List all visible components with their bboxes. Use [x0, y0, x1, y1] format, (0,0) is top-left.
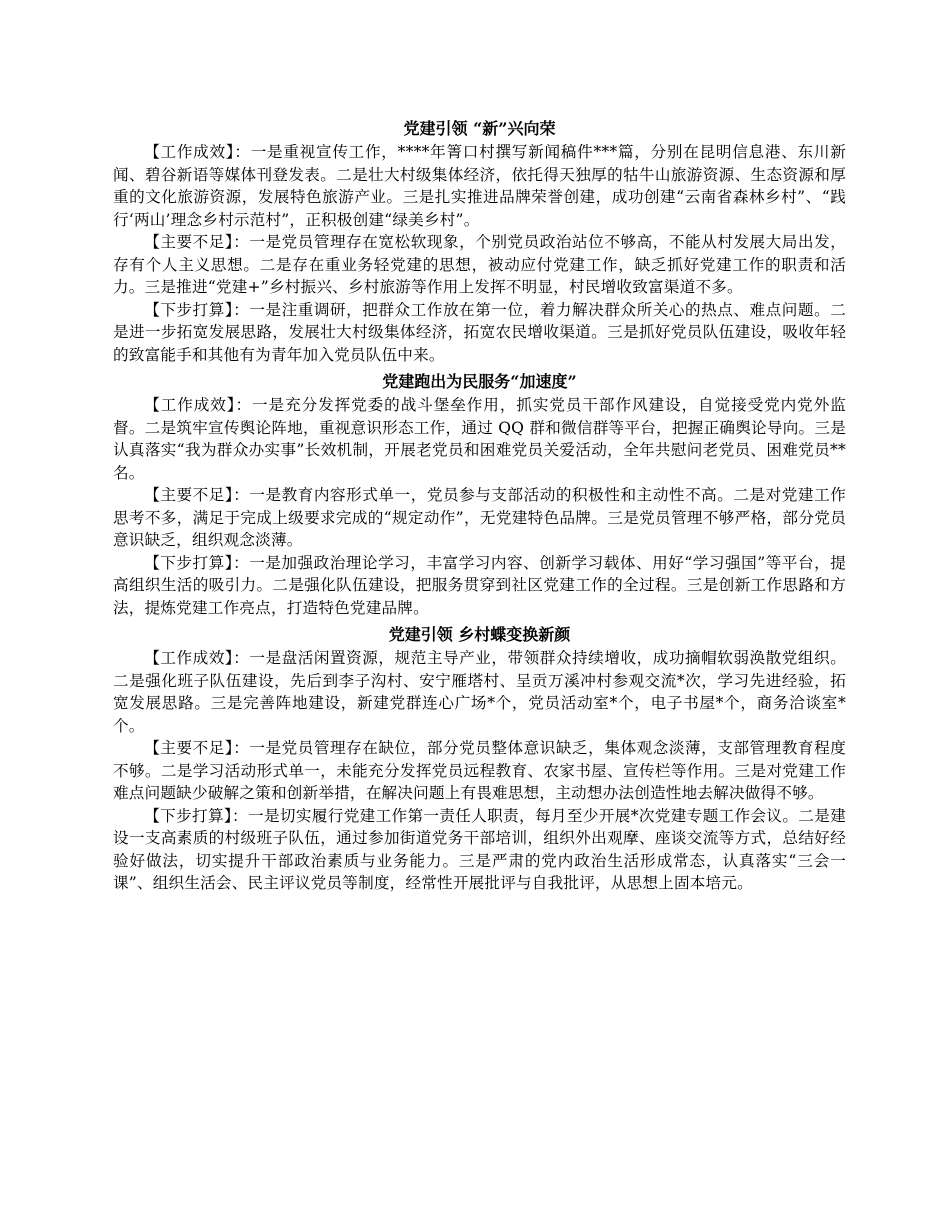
section-title: 党建引领 “新”兴向荣 [403, 119, 556, 138]
paragraph-text: 一是注重调研，把群众工作放在第一位，着力解决群众所关心的热点、难点问题。二是进一步拓宽发展思路，发展壮大村级集体经济，拓宽农民增收渠道。三是抓好党员队伍建设，吸收年轻的致富能手和其他有为青年加入党员队伍中来。 [113, 300, 846, 364]
paragraph-text: 一是党员管理存在宽松软现象，个别党员政治站位不够高，不能从村发展大局出发，存有个人主义思想。二是存在重业务轻党建的思想，被动应付党建工作，缺乏抓好党建工作的职责和活力。三是推进“党建+”乡村振兴、乡村旅游等作用上发挥不明显，村民增收致富渠道不多。 [113, 233, 846, 296]
paragraph-label: 【工作成效】： [144, 396, 253, 414]
paragraph-label: 【主要不足】： [144, 233, 250, 251]
paragraph-next-plans [113, 805, 846, 895]
section-3 [113, 623, 846, 895]
paragraph-text: 一是重视宣传工作，****年箐口村撰写新闻稿件***篇，分别在昆明信息港、东川新闻、碧谷新语等媒体刊登发表。二是壮大村级集体经济，依托得天独厚的牯牛山旅游资源、生态资源和厚重的文化旅游资源，发展特色旅游产业。三是扎实推进品牌荣誉创建，成功创建“云南省森林乡村”、“践行‘两山’理念乡村示范村”，正积极创建“绿美乡村”。 [113, 143, 846, 229]
document-page [113, 113, 846, 895]
section-1 [113, 117, 846, 366]
paragraph-work-results [113, 394, 846, 484]
paragraph-label: 【下步打算】： [144, 553, 250, 572]
paragraph-label: 【工作成效】： [144, 649, 250, 667]
paragraph-label: 【主要不足】： [144, 486, 250, 504]
paragraph-next-plans [113, 552, 846, 620]
paragraph-text: 一是加强政治理论学习，丰富学习内容、创新学习载体、用好“学习强国”等平台，提高组织生活的吸引力。二是强化队伍建设，把服务贯穿到社区党建工作的全过程。三是创新工作思路和方法，提炼党建工作亮点，打造特色党建品牌。 [113, 553, 847, 617]
paragraph-shortcomings [113, 231, 846, 299]
section-2 [113, 370, 846, 619]
paragraph-label: 【工作成效】： [144, 143, 251, 161]
paragraph-work-results [113, 647, 846, 737]
paragraph-work-results [113, 141, 846, 231]
paragraph-text: 一是党员管理存在缺位，部分党员整体意识缺乏，集体观念淡薄，支部管理教育程度不够。二是学习活动形式单一，未能充分发挥党员远程教育、农家书屋、宣传栏等作用。三是对党建工作难点问题缺少破解之策和创新举措，在解决问题上有畏难思想，主动想办法创造性地去解决做得不够。 [113, 739, 846, 802]
paragraph-text: 一是充分发挥党委的战斗堡垒作用，抓实党员干部作风建设，自觉接受党内党外监督。二是筑牢宣传舆论阵地，重视意识形态工作，通过 QQ 群和微信群等平台，把握正确舆论导向。三是认真落实“我为群众办实事”长效机制，开展老党员和困难党员关爱活动，全年共慰问老党员、困难党员**名。 [113, 396, 846, 482]
paragraph-label: 【下步打算】： [144, 300, 250, 319]
paragraph-shortcomings [113, 484, 846, 552]
section-title: 党建引领 乡村蝶变换新颜 [388, 625, 571, 644]
paragraph-label: 【下步打算】： [144, 806, 249, 825]
section-title: 党建跑出为民服务“加速度” [382, 372, 577, 391]
paragraph-text: 一是教育内容形式单一，党员参与支部活动的积极性和主动性不高。二是对党建工作思考不多，满足于完成上级要求完成的“规定动作”，无党建特色品牌。三是党员管理不够严格，部分党员意识缺乏，组织观念淡薄。 [113, 486, 846, 549]
paragraph-text: 一是盘活闲置资源，规范主导产业，带领群众持续增收，成功摘帽软弱涣散党组织。二是强化班子队伍建设，先后到李子沟村、安宁雁塔村、呈贡万溪冲村参观交流*次，学习先进经验，拓宽发展思路。三是完善阵地建设，新建党群连心广场*个，党员活动室*个，电子书屋*个，商务洽谈室*个。 [113, 649, 846, 735]
paragraph-shortcomings [113, 737, 846, 805]
paragraph-label: 【主要不足】： [144, 739, 250, 757]
paragraph-text: 一是切实履行党建工作第一责任人职责，每月至少开展*次党建专题工作会议。二是建设一支高素质的村级班子队伍，通过参加街道党务干部培训，组织外出观摩、座谈交流等方式，总结好经验好做法，切实提升干部政治素质与业务能力。三是严肃的党内政治生活形成常态，认真落实“三会一课”、组织生活会、民主评议党员等制度，经常性开展批评与自我批评，从思想上固本培元。 [113, 806, 846, 892]
paragraph-next-plans [113, 299, 846, 367]
